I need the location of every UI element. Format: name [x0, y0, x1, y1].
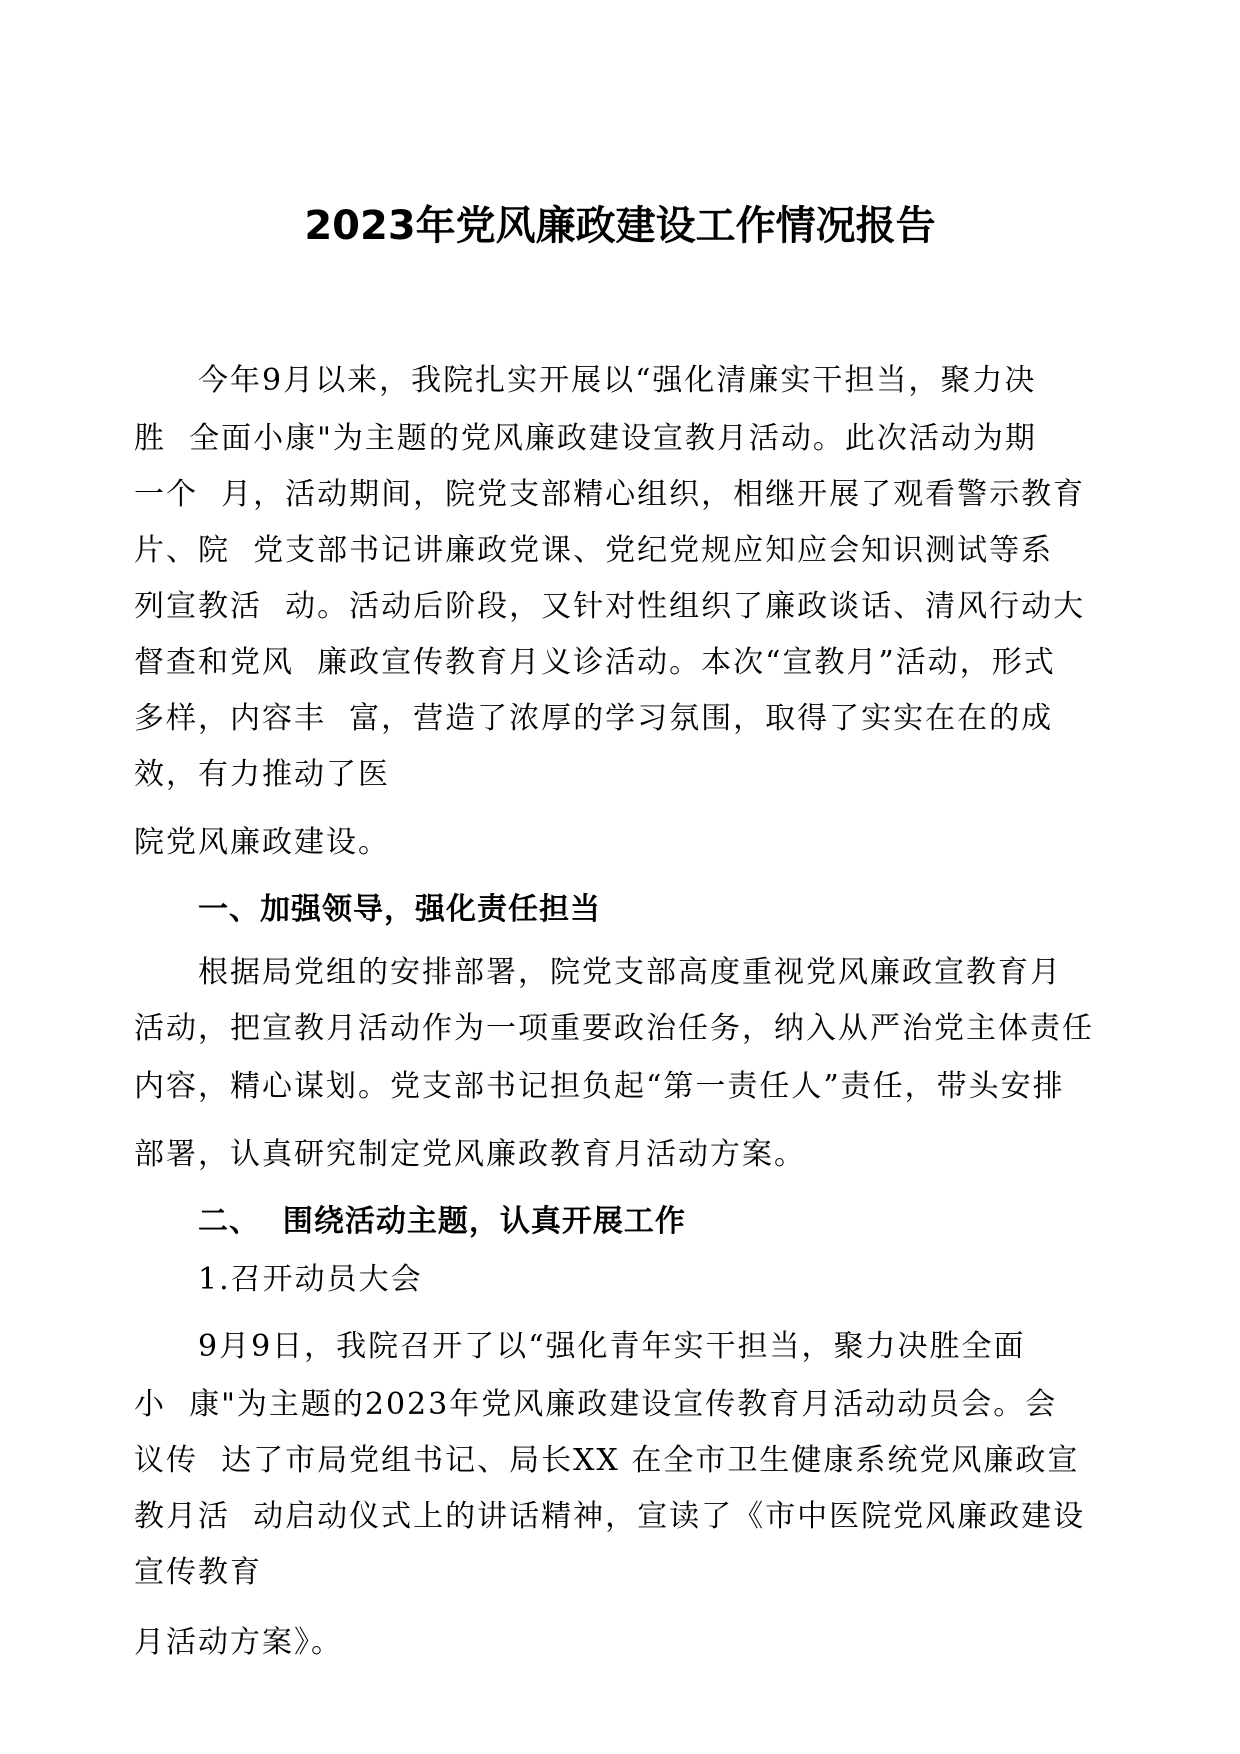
section-2-item-1-title: 1.召开动员大会: [198, 1262, 423, 1297]
section-1-line-2: 活动，把宣教月活动作为一项重要政治任务，纳入从严治党主体责任: [134, 1011, 1094, 1046]
section-1-tail: 部署，认真研究制定党风廉政教育月活动方案。: [134, 1137, 806, 1172]
intro-line-8: 效，有力推动了医: [134, 757, 390, 792]
intro-line-6: 督查和党风 廉政宣传教育月义诊活动。本次“宣教月”活动，形式: [134, 645, 1056, 680]
document-title: 2023年党风廉政建设工作情况报告: [304, 203, 936, 249]
item-1-line-4: 教月活 动启动仪式上的讲话精神，宣读了《市中医院党风廉政建设: [134, 1499, 1086, 1534]
item-1-line-5: 宣传教育: [134, 1555, 262, 1590]
section-1-heading: 一、加强领导，强化责任担当: [198, 892, 601, 927]
intro-line-3: 一个 月，活动期间，院党支部精心组织，相继开展了观看警示教育: [134, 477, 1086, 512]
section-2-heading: 二、 围绕活动主题，认真开展工作: [198, 1204, 686, 1239]
item-1-line-1: 9月9日，我院召开了以“强化青年实干担当，聚力决胜全面: [198, 1329, 1026, 1364]
section-1-line-1: 根据局党组的安排部署，院党支部高度重视党风廉政宣教育月: [198, 955, 1062, 990]
item-1-line-3: 议传 达了市局党组书记、局长XX 在全市卫生健康系统党风廉政宣: [134, 1443, 1080, 1478]
section-1-line-3: 内容，精心谋划。党支部书记担负起“第一责任人”责任，带头安排: [134, 1069, 1065, 1104]
item-1-line-2: 小 康"为主题的2023年党风廉政建设宣传教育月活动动员会。会: [134, 1387, 1058, 1422]
intro-line-1: 今年9月以来，我院扎实开展以“强化清廉实干担当，聚力决: [198, 363, 1037, 398]
intro-line-7: 多样，内容丰 富，营造了浓厚的学习氛围，取得了实实在在的成: [134, 701, 1054, 736]
intro-line-4: 片、院 党支部书记讲廉政党课、党纪党规应知应会知识测试等系: [134, 533, 1054, 568]
item-1-tail: 月活动方案》。: [134, 1625, 343, 1660]
intro-line-2: 胜 全面小康"为主题的党风廉政建设宣教月活动。此次活动为期: [134, 421, 1037, 456]
intro-tail: 院党风廉政建设。: [134, 825, 390, 860]
intro-line-5: 列宣教活 动。活动后阶段，又针对性组织了廉政谈话、清风行动大: [134, 589, 1086, 624]
